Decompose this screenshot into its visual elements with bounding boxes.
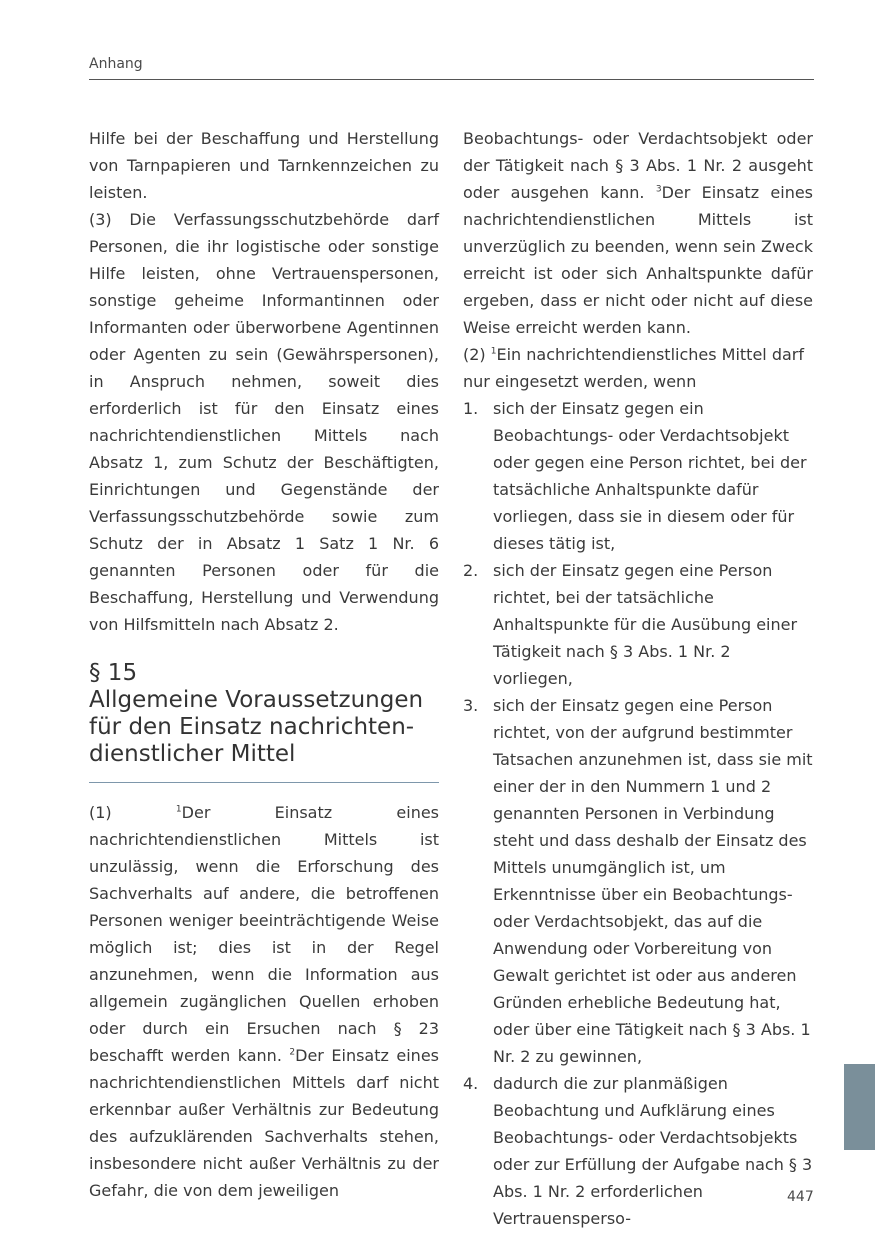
list-item-text: sich der Einsatz gegen eine Person richtet, von der aufgrund bestimmter Tatsachen anzunehmen ist, dass sie mit einer der in den Nummern 1 und 2 genannten Personen in Verbindung steht und dass deshalb der Einsatz des Mittels unumgänglich ist, um Erkenntnisse über ein Beobachtungs- oder Verdachtsobjekt, das auf die Anwendung oder Vorbereitung von Gewalt gerichtet ist oder aus anderen Gründen erhebliche Bedeutung hat, oder über eine Tätigkeit nach § 3 Abs. 1 Nr. 2 zu gewinnen, [493,696,813,1066]
condition-list [463,395,813,1232]
list-item-number: 2. [463,561,479,580]
right-column [463,125,813,1232]
running-header: Anhang [89,56,143,72]
paragraph-2 [463,341,813,395]
list-item-text: sich der Einsatz gegen eine Person richtet, bei der tatsächliche Anhaltspunkte für die Ausübung einer Tätigkeit nach § 3 Abs. 1 Nr. 2 vorliegen, [493,561,798,688]
paragraph-prefix: (1) [89,803,176,822]
chapter-thumb-tab [844,1064,875,1150]
paragraph-1 [89,799,439,1204]
list-item-number: 4. [463,1074,479,1093]
list-item-number: 3. [463,696,479,715]
paragraph-prefix: (2) [463,345,491,364]
list-item [463,557,813,692]
sentence-3: Der Einsatz eines nachrichtendienstlichen Mittels ist unverzüglich zu beenden, wenn sein Zweck erreicht ist oder sich Anhaltspunkte dafür ergeben, dass er nicht oder nicht auf diese Weise erreicht werden kann. [463,183,814,337]
section-rule [89,782,439,783]
sentence-1: Ein nachrichtendienstliches Mittel darf nur eingesetzt werden, wenn [463,345,804,391]
list-item-text: dadurch die zur planmäßigen Beobachtung und Aufklärung eines Beobachtungs- oder Verdachtsobjekts oder zur Erfüllung der Aufgabe nach § 3 Abs. 1 Nr. 2 erforderlichen Vertrauensperso- [493,1074,813,1228]
section-title-line-1: Allgemeine Voraussetzungen [89,687,424,713]
paragraph-3: (3) Die Verfassungsschutzbehörde darf Personen, die ihr logistische oder sonstige Hilfe leisten, ohne Vertrauenspersonen, sonstige geheime Informantinnen oder Informanten oder überworbene Agentinnen oder Agenten zu sein (Gewährspersonen), in Anspruch nehmen, soweit dies erforderlich ist für den Einsatz eines nachrichtendienstlichen Mittels nach Absatz 1, zum Schutz der Beschäftigten, Einrichtungen und Gegenstände der Verfassungsschutzbehörde sowie zum Schutz der in Absatz 1 Satz 1 Nr. 6 genannten Personen oder für die Beschaffung, Herstellung und Verwendung von Hilfsmitteln nach Absatz 2. [89,210,439,634]
left-column [89,125,439,1204]
sentence-1: Der Einsatz eines nachrichtendienstlichen Mittels ist unzulässig, wenn die Erforschung des Sachverhalts auf andere, die betroffenen Personen weniger beeinträchtigende Weise möglich ist; dies ist in der Regel anzunehmen, wenn die Information aus allgemein zugänglichen Quellen erhoben oder durch ein Ersuchen nach § 23 beschafft werden kann. [89,803,440,1065]
list-item [463,395,813,557]
sentence-2: Der Einsatz eines nachrichtendienstlichen Mittels darf nicht erkennbar außer Verhältnis zur Bedeutung des aufzuklärenden Sachverhalts stehen, insbesondere nicht außer Verhältnis zu der Gefahr, die von dem jeweiligen [89,1046,440,1200]
list-item-text: sich der Einsatz gegen ein Beobachtungs- oder Verdachtsobjekt oder gegen eine Person richtet, bei der tatsächliche Anhaltspunkte dafür vorliegen, dass sie in diesem oder für dieses tätig ist, [493,399,807,553]
paragraph-1-continuation [463,125,813,341]
section-number: § 15 [89,660,138,686]
section-title-line-2: für den Einsatz nachrichten- [89,714,415,740]
sentence-2-end: Beobachtungs- oder Verdachtsobjekt oder der Tätigkeit nach § 3 Abs. 1 Nr. 2 ausgeht oder ausgehen kann. [463,129,813,202]
sentence-marker: 3 [655,184,662,195]
paragraph-continuation: Hilfe bei der Beschaffung und Herstellung von Tarnpapieren und Tarnkennzeichen zu leisten. [89,129,439,202]
list-item [463,692,813,1070]
sentence-marker: 1 [490,346,497,357]
section-heading [89,660,439,768]
list-item [463,1070,813,1232]
section-title-line-3: dienstlicher Mittel [89,741,296,767]
sentence-marker: 1 [175,804,182,815]
header-rule [89,79,814,80]
page-number: 447 [787,1189,814,1205]
list-item-number: 1. [463,399,479,418]
sentence-marker: 2 [289,1047,296,1058]
